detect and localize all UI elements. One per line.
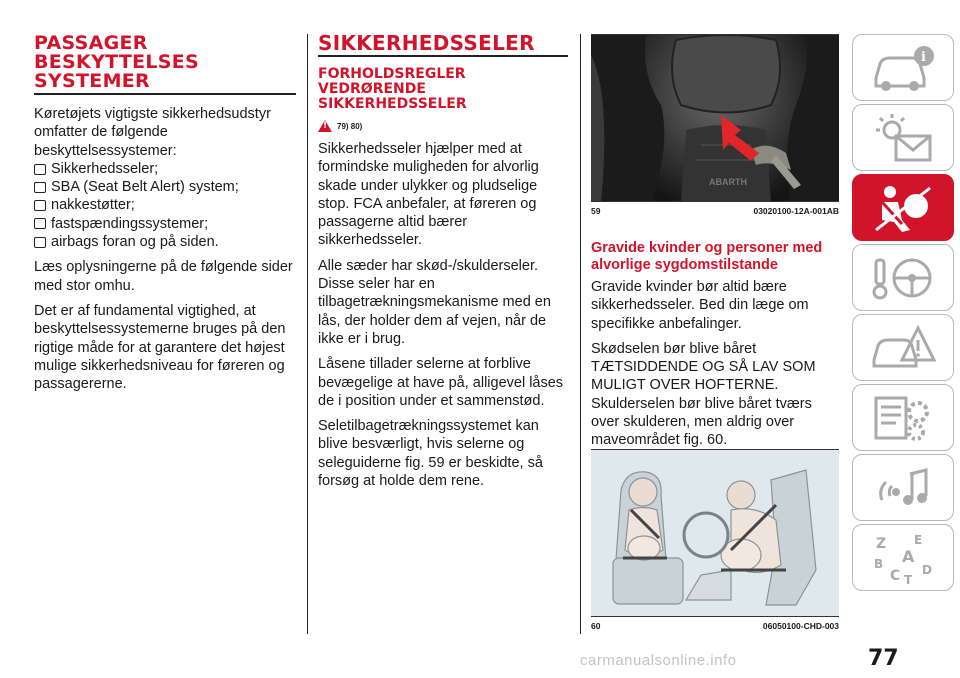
list-item: SBA (Seat Belt Alert) system; bbox=[34, 178, 296, 196]
svg-text:C: C bbox=[890, 567, 901, 584]
figure-59-caption: 59 03020100-12A-001AB bbox=[591, 206, 839, 216]
paragraph: Skødselen bør blive båret TÆTSIDDENDE OG SÅ LAV SOM MULIGT OVER HOFTERNE. Skulderselen bør blive båret tværs over skulderen, men aldrig over maveområdet fig. 60. bbox=[591, 340, 816, 449]
multimedia-icon bbox=[868, 460, 938, 516]
emergency-icon bbox=[868, 320, 938, 376]
tab-multimedia[interactable] bbox=[852, 454, 954, 521]
list-item: Sikkerhedsseler; bbox=[34, 160, 296, 178]
intro-paragraph: Køretøjets vigtigste sikkerhedsudstyr omfatter de følgende beskyttelsessystemer: bbox=[34, 106, 271, 159]
section-heading-seat-belts: SIKKERHEDSSELER bbox=[318, 31, 535, 55]
bullet-icon bbox=[34, 237, 46, 248]
figure-60-pregnant-seatbelt bbox=[591, 449, 839, 617]
starting-driving-icon bbox=[868, 250, 938, 306]
paragraph: Sikkerhedsseler hjælper med at formindske muligheden for alvorlig skade under ulykker og pludselige stop. FCA anbefaler, at føreren og passagerne altid bærer sikkerhedsseler. bbox=[318, 141, 539, 249]
tab-index[interactable] bbox=[852, 524, 954, 591]
svg-text:T: T bbox=[904, 572, 913, 586]
heading-rule bbox=[34, 93, 296, 95]
svg-text:Z: Z bbox=[876, 535, 887, 552]
list-item: fastspændingssystemer; bbox=[34, 215, 296, 233]
svg-text:D: D bbox=[922, 562, 932, 577]
section-heading-passenger-protection: PASSAGER BESKYTTELSES SYSTEMER bbox=[34, 32, 200, 92]
bullet-icon bbox=[34, 218, 46, 229]
bullet-icon bbox=[34, 182, 46, 193]
list-item: nakkestøtter; bbox=[34, 196, 296, 214]
car-info-icon bbox=[868, 40, 938, 96]
tab-warning-lights[interactable] bbox=[852, 104, 954, 171]
list-item: airbags foran og på siden. bbox=[34, 233, 296, 251]
paragraph: Låsene tillader selerne at forblive bevægelige at have på, alligevel låses de i position under et sammenstød. bbox=[318, 356, 564, 409]
seat-badge-text: ABARTH bbox=[709, 177, 747, 187]
figure-59-seatbelt-guide bbox=[591, 34, 839, 202]
tab-car-info[interactable] bbox=[852, 34, 954, 101]
seat-headrest-illustration bbox=[591, 35, 839, 202]
column-divider bbox=[307, 34, 308, 634]
paragraph: Seletilbagetrækningssystemet kan blive besværligt, hvis selerne og seleguiderne fig. 59 er beskidte, så forsøg at holde dem rene. bbox=[318, 418, 543, 490]
page-number: 77 bbox=[868, 646, 899, 671]
tab-emergency[interactable] bbox=[852, 314, 954, 381]
tab-safety[interactable] bbox=[852, 174, 954, 241]
svg-text:B: B bbox=[874, 556, 884, 571]
tab-maintenance[interactable] bbox=[852, 384, 954, 451]
svg-text:E: E bbox=[914, 532, 923, 547]
index-icon bbox=[868, 530, 938, 586]
column-passenger-protection bbox=[34, 0, 296, 393]
warning-lights-icon bbox=[868, 110, 938, 166]
tab-starting-driving[interactable] bbox=[852, 244, 954, 311]
subheading-precautions: FORHOLDSREGLER VEDRØRENDE SIKKERHEDSSELER bbox=[318, 66, 467, 112]
paragraph: Læs oplysningerne på de følgende sider med stor omhu. bbox=[34, 259, 293, 294]
svg-text:i: i bbox=[921, 49, 926, 65]
figure-60-caption: 60 06050100-CHD-003 bbox=[591, 621, 839, 631]
bullet-icon bbox=[34, 164, 46, 175]
footer-watermark: carmanualsonline.info bbox=[580, 652, 737, 669]
heading-rule bbox=[318, 55, 568, 57]
paragraph: Det er af fundamental vigtighed, at beskyttelsessystemerne bruges på den rigtige måde for at garantere det højest mulige sikkerhedsniveau for føreren og passagererne. bbox=[34, 302, 286, 393]
subheading-pregnant-women: Gravide kvinder og personer med alvorlige sygdomstilstande bbox=[591, 240, 823, 273]
bullet-icon bbox=[34, 200, 46, 211]
pregnant-woman-illustration bbox=[591, 450, 839, 617]
column-pregnant-women bbox=[591, 224, 839, 450]
warning-triangle-icon bbox=[318, 120, 332, 132]
svg-text:A: A bbox=[902, 546, 915, 566]
maintenance-icon bbox=[868, 390, 938, 446]
paragraph: Alle sæder har skød-/skulderseler. Disse seler har en tilbagetrækningsmekanisme med en lås, der holder dem af vejen, når de ikke er i brug. bbox=[318, 257, 551, 347]
airbag-seatbelt-icon bbox=[868, 180, 938, 236]
column-divider bbox=[580, 34, 581, 634]
column-seat-belts bbox=[318, 0, 572, 490]
warning-reference: ! 79) 80) bbox=[318, 119, 572, 133]
protection-systems-list bbox=[34, 160, 296, 251]
paragraph: Gravide kvinder bør altid bære sikkerhedsseler. Bed din læge om specifikke anbefalinger. bbox=[591, 279, 809, 332]
